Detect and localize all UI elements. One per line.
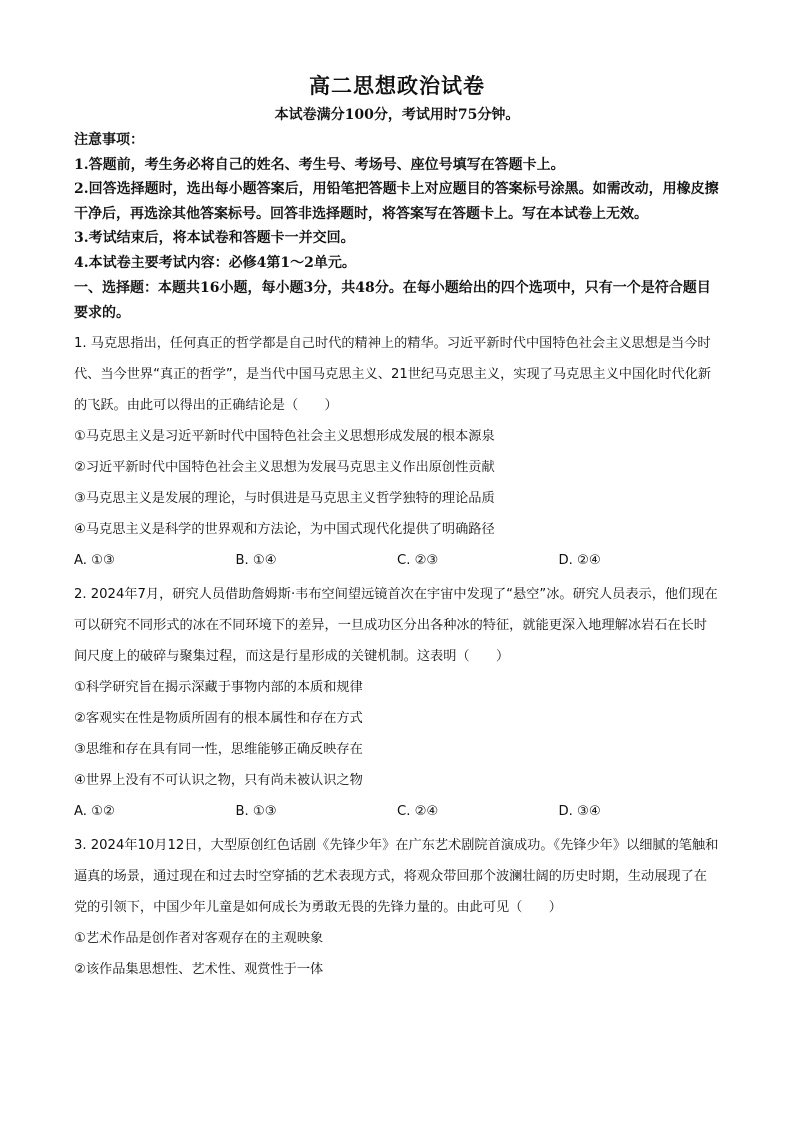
- notes-heading: 注意事项：: [74, 132, 144, 148]
- statement-option: ③思维和存在具有同一性，思维能够正确反映存在: [74, 742, 363, 757]
- question-stem: 2. 2024年7月，研究人员借助詹姆斯·韦布空间望远镜首次在宇宙中发现了“悬空”冰。研究人员表示，他们现在可以研究不同形式的冰在不同环境下的差异，一旦成功区分出各种冰的特征，就能更深入地理解冰岩石在长时间尺度上的破碎与聚集过程，而这是行星形成的关键机制。这表明（ ）: [74, 587, 718, 664]
- question-2: [74, 579, 720, 827]
- section-heading: 一、选择题：本题共16小题，每小题3分，共48分。在每小题给出的四个选项中，只有一个是符合题目要求的。: [74, 280, 711, 321]
- statement-option: ①科学研究旨在揭示深藏于事物内部的本质和规律: [74, 680, 363, 695]
- question-stem: 3. 2024年10月12日，大型原创红色话剧《先锋少年》在广东艺术剧院首演成功。《先锋少年》以细腻的笔触和逼真的场景，通过现在和过去时空穿插的艺术表现方式，将观众带回那个波澜壮阔的历史时期，生动展现了在党的引领下，中国少年儿童是如何成长为勇敢无畏的先锋力量的。由此可见（ ）: [74, 838, 719, 915]
- note-item: 3.考试结束后，将本试卷和答题卡一并交回。: [74, 230, 355, 246]
- choice-c: C. ②④: [397, 804, 439, 819]
- statement-option: ④世界上没有不可认识之物，只有尚未被认识之物: [74, 773, 363, 788]
- notes-block: [74, 128, 720, 275]
- answer-choices: [74, 796, 720, 827]
- choice-a: A. ①③: [74, 553, 115, 568]
- question-3: [74, 830, 720, 985]
- statement-option: ①马克思主义是习近平新时代中国特色社会主义思想形成发展的根本源泉: [74, 429, 495, 444]
- choice-b: B. ①③: [235, 804, 277, 819]
- statement-option: ③马克思主义是发展的理论，与时俱进是马克思主义哲学独特的理论品质: [74, 491, 495, 506]
- note-item: 4.本试卷主要考试内容：必修4第1～2单元。: [74, 254, 356, 271]
- choice-c: C. ②③: [397, 553, 439, 568]
- note-item: 1.答题前，考生务必将自己的姓名、考生号、考场号、座位号填写在答题卡上。: [74, 156, 565, 173]
- exam-title: 高二思想政治试卷: [309, 73, 485, 98]
- choice-d: D. ③④: [558, 804, 601, 819]
- statement-option: ④马克思主义是科学的世界观和方法论，为中国式现代化提供了明确路径: [74, 522, 495, 537]
- question-stem: 1. 马克思指出，任何真正的哲学都是自己时代的精神上的精华。习近平新时代中国特色社会主义思想是当今时代、当今世界“真正的哲学”，是当代中国马克思主义、21世纪马克思主义，实现了马克思主义中国化时代化新的飞跃。由此可以得出的正确结论是（ ）: [74, 336, 712, 413]
- choice-a: A. ①②: [74, 804, 115, 819]
- statement-option: ①艺术作品是创作者对客观存在的主观映象: [74, 931, 324, 946]
- answer-choices: [74, 545, 720, 576]
- exam-subtitle: 本试卷满分100分，考试用时75分钟。: [274, 107, 520, 123]
- note-item: 2.回答选择题时，选出每小题答案后，用铅笔把答题卡上对应题目的答案标号涂黑。如需改动，用橡皮擦干净后，再选涂其他答案标号。回答非选择题时，将答案写在答题卡上。写在本试卷上无效。: [74, 181, 719, 222]
- choice-d: D. ②④: [558, 553, 601, 568]
- statement-option: ②该作品集思想性、艺术性、观赏性于一体: [74, 962, 324, 977]
- statement-option: ②习近平新时代中国特色社会主义思想为发展马克思主义作出原创性贡献: [74, 460, 495, 475]
- question-1: [74, 328, 720, 576]
- statement-option: ②客观实在性是物质所固有的根本属性和存在方式: [74, 711, 363, 726]
- choice-b: B. ①④: [235, 553, 277, 568]
